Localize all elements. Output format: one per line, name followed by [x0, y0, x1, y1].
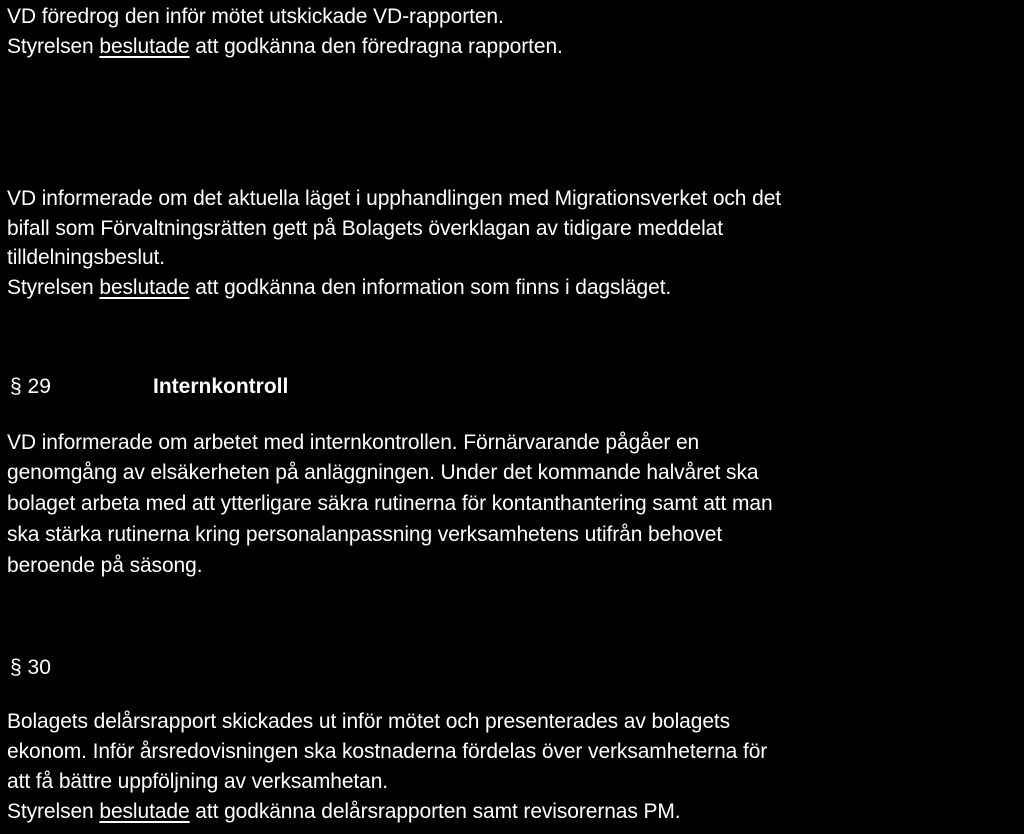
- decision-line: [7, 799, 681, 825]
- interim-report-line-3: [7, 769, 388, 795]
- text-span: Styrelsen: [7, 35, 100, 58]
- underlined-word: beslutade: [99, 276, 190, 299]
- text-span: Styrelsen: [7, 276, 100, 299]
- decision-line: [7, 275, 671, 301]
- text-span: ska stärka rutinerna kring personalanpassning verksamhetens utifrån behovet: [7, 523, 723, 546]
- text-span: genomgång av elsäkerheten på anläggningen. Under det kommande halvåret ska: [7, 461, 759, 484]
- internal-control-line-2: [7, 460, 758, 486]
- text-span: VD föredrog den inför mötet utskickade VD-rapporten.: [7, 5, 504, 28]
- text-span: bifall som Förvaltningsrätten gett på Bolagets överklagan av tidigare meddelat: [7, 217, 723, 240]
- section-number: § 29: [10, 375, 51, 398]
- text-span: VD informerade om det aktuella läget i upphandlingen med Migrationsverket och det: [7, 187, 782, 210]
- vd-report-line: [7, 4, 504, 30]
- procurement-line-2: [7, 216, 723, 242]
- text-span: VD informerade om arbetet med internkontrollen. Förnärvarande pågåer en: [7, 431, 700, 454]
- internal-control-line-4: [7, 522, 722, 548]
- section-title: Internkontroll: [153, 375, 289, 398]
- decision-line: [7, 34, 563, 60]
- text-span: att få bättre uppföljning av verksamhetan.: [7, 770, 389, 793]
- text-span: att godkänna delårsrapporten samt revisorernas PM.: [189, 800, 681, 823]
- text-span: ekonom. Inför årsredovisningen ska kostnaderna fördelas över verksamheterna för: [7, 740, 768, 763]
- procurement-line-1: [7, 186, 781, 212]
- text-span: att godkänna den information som finns i dagsläget.: [189, 276, 672, 299]
- underlined-word: beslutade: [99, 35, 190, 58]
- text-span: tilldelningsbeslut.: [7, 246, 166, 269]
- text-span: Bolagets delårsrapport skickades ut inför mötet och presenterades av bolagets: [7, 710, 731, 733]
- internal-control-line-1: [7, 430, 699, 456]
- internal-control-line-5: [7, 553, 202, 579]
- interim-report-line-2: [7, 739, 767, 765]
- underlined-word: beslutade: [99, 800, 190, 823]
- internal-control-line-3: [7, 491, 773, 517]
- interim-report-line-1: [7, 709, 730, 735]
- text-span: att godkänna den föredragna rapporten.: [189, 35, 563, 58]
- text-span: Styrelsen: [7, 800, 100, 823]
- procurement-line-3: [7, 245, 165, 271]
- text-span: bolaget arbeta med att ytterligare säkra rutinerna för kontanthantering samt att man: [7, 492, 773, 515]
- text-span: beroende på säsong.: [7, 554, 203, 577]
- section-number: § 30: [10, 656, 51, 679]
